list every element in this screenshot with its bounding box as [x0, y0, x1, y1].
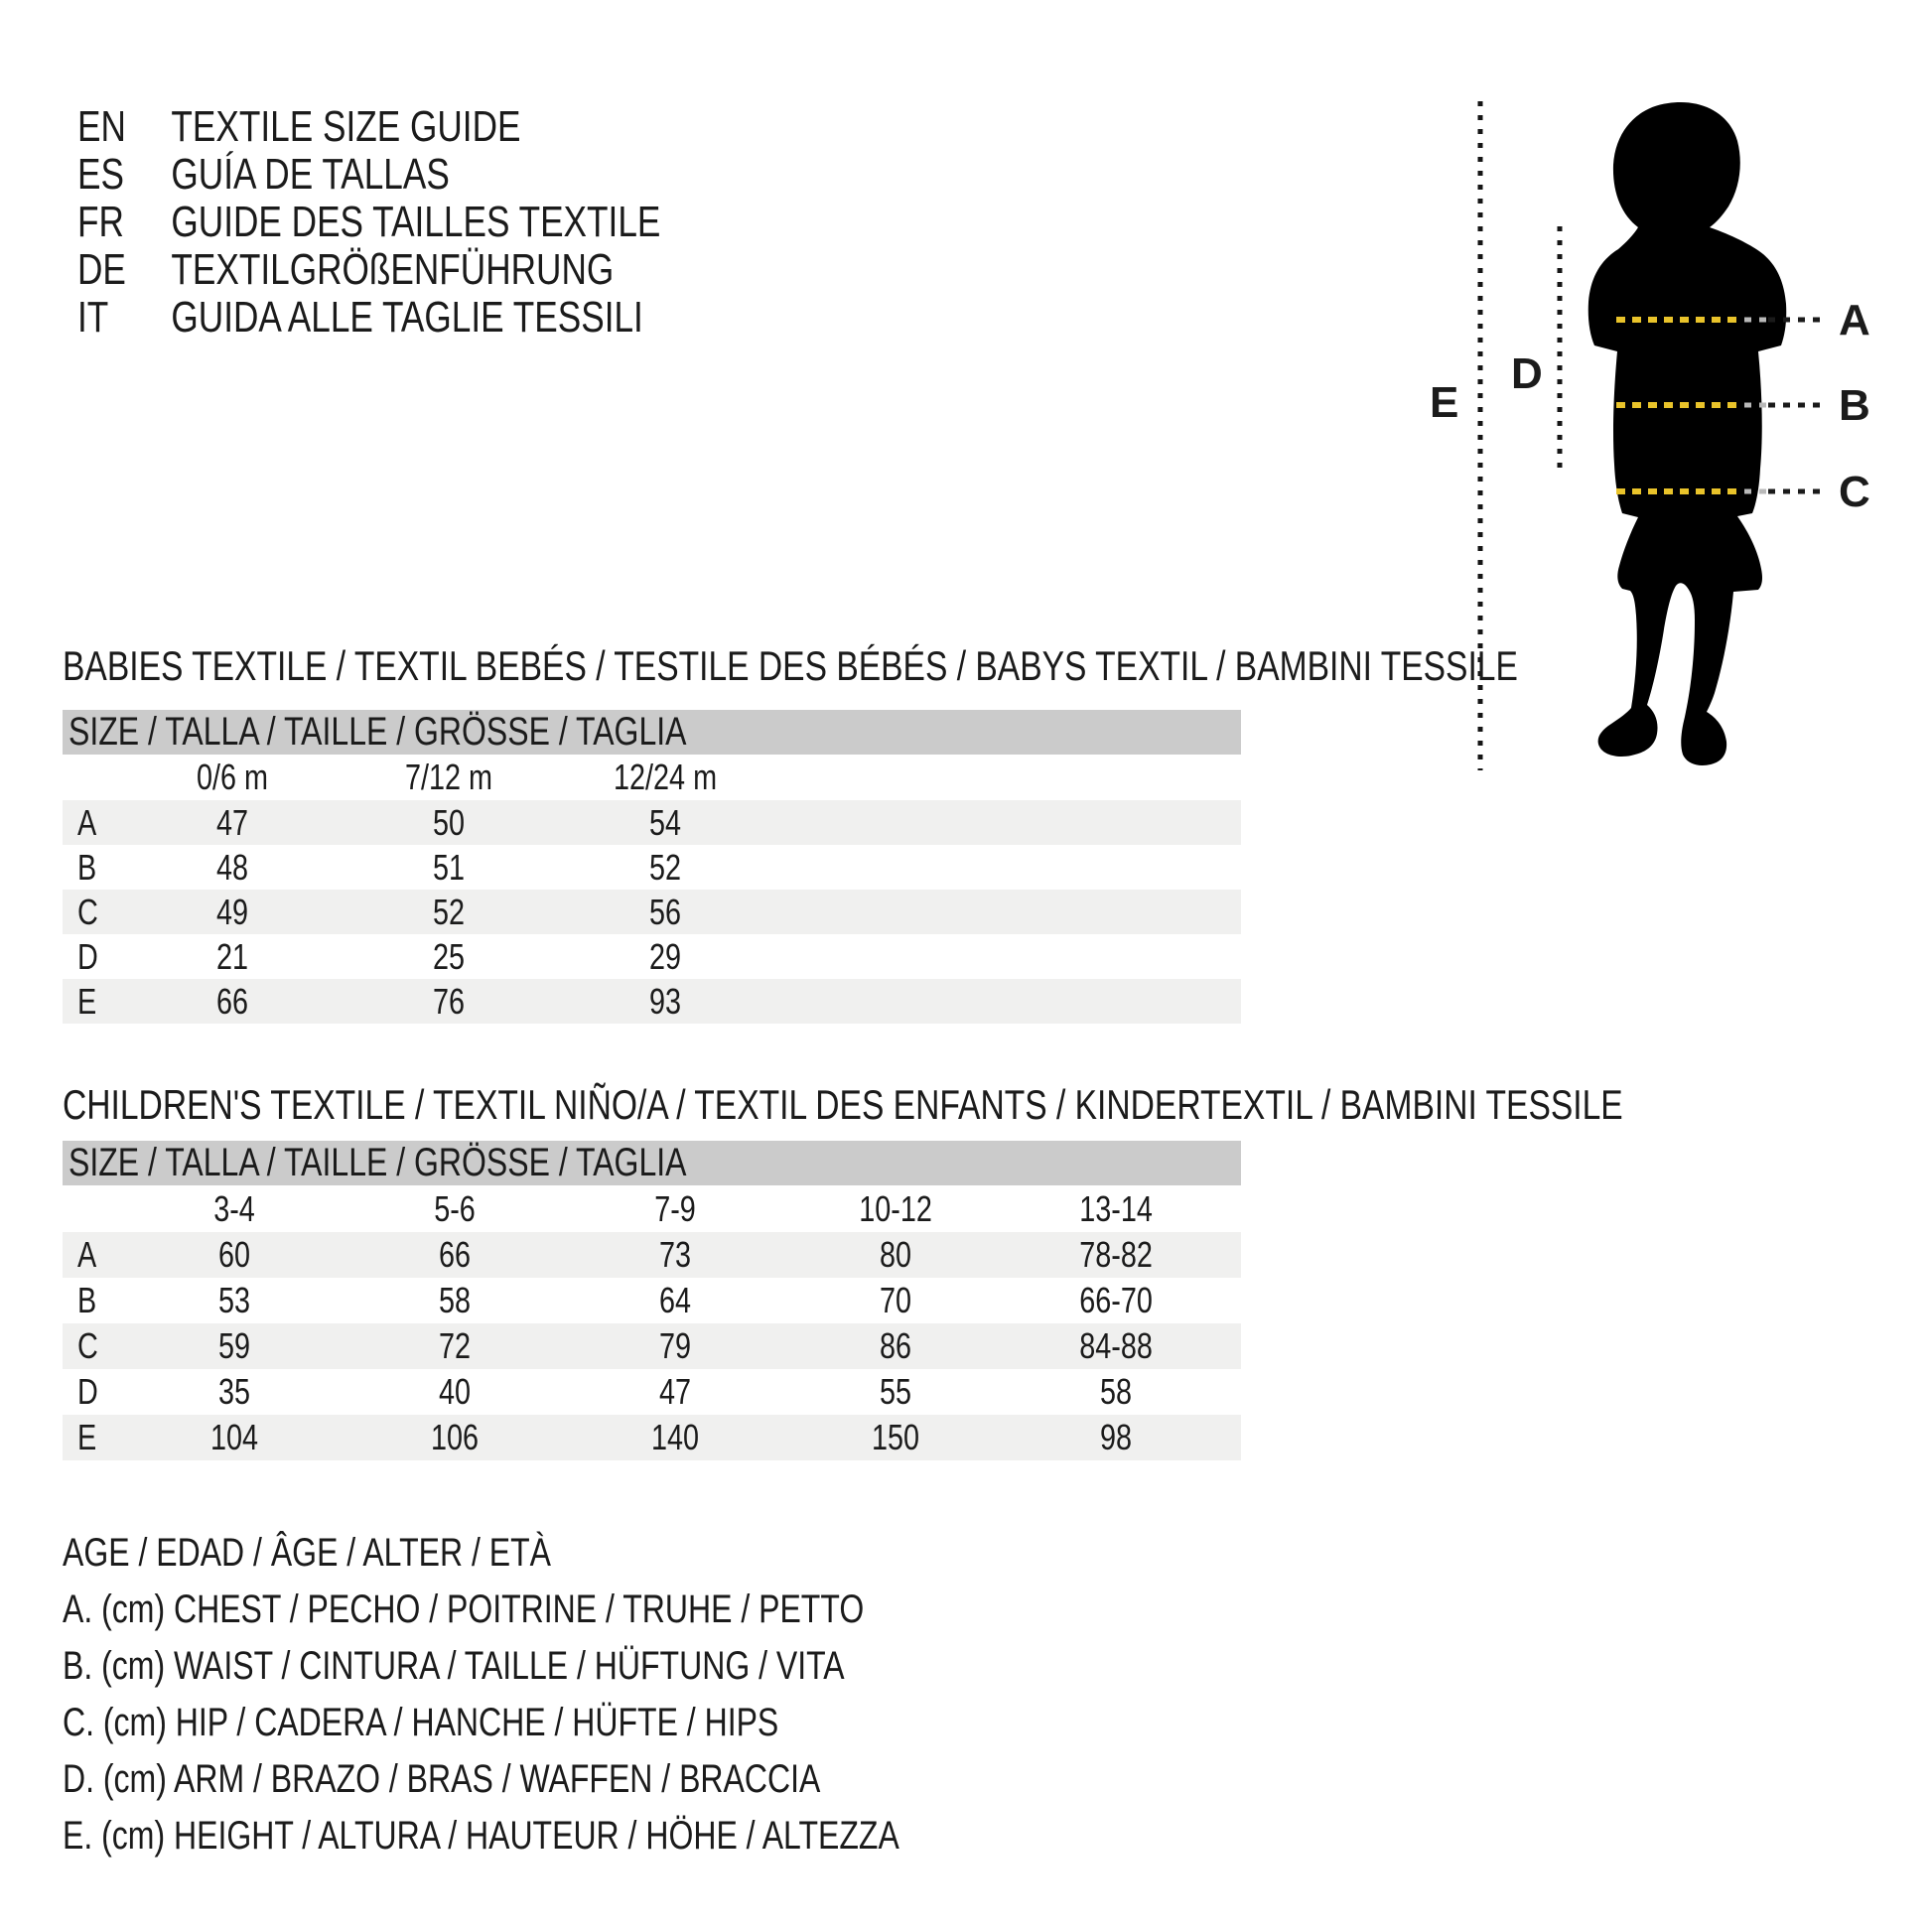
lang-code: IT — [77, 293, 109, 342]
cell-value: 72 — [438, 1325, 472, 1366]
legend-line-hip: C. (cm) HIP / CADERA / HANCHE / HÜFTE / HIPS — [63, 1701, 779, 1744]
cell-value: 40 — [438, 1371, 472, 1412]
figure-label-b: B — [1839, 381, 1870, 430]
column-header: 7-9 — [654, 1187, 696, 1229]
lang-row-es — [77, 151, 806, 199]
row-label: C — [77, 891, 98, 932]
column-header: 0/6 m — [196, 757, 269, 797]
lang-code: EN — [77, 102, 126, 151]
row-label: E — [77, 1417, 97, 1457]
legend-line-chest: A. (cm) CHEST / PECHO / POITRINE / TRUHE / PETTO — [63, 1587, 865, 1631]
table-row — [63, 979, 1241, 1024]
size-header-bar: SIZE / TALLA / TAILLE / GRÖSSE / TAGLIA — [63, 1141, 1241, 1185]
babies-size-table — [63, 710, 1241, 1024]
table-row — [63, 934, 1241, 979]
legend-line-age: AGE / EDAD / ÂGE / ALTER / ETÀ — [63, 1531, 551, 1575]
row-label: D — [77, 935, 98, 977]
lang-row-it — [77, 294, 806, 342]
babies-section-heading: BABIES TEXTILE / TEXTIL BEBÉS / TESTILE DES BÉBÉS / BABYS TEXTIL / BAMBINI TESSILE — [63, 642, 1518, 689]
cell-value: 47 — [658, 1371, 692, 1412]
cell-value: 53 — [217, 1280, 251, 1320]
table-row — [63, 890, 1241, 934]
table-row — [63, 1415, 1241, 1460]
cell-value: 50 — [432, 801, 466, 843]
lang-title: TEXTILE SIZE GUIDE — [171, 102, 521, 151]
row-label: E — [77, 980, 97, 1022]
figure-label-a: A — [1839, 296, 1870, 345]
cell-value: 49 — [215, 891, 249, 932]
column-header: 5-6 — [434, 1187, 476, 1229]
cell-value: 48 — [215, 846, 249, 888]
row-label: A — [77, 801, 97, 843]
lang-title: GUIDE DES TAILLES TEXTILE — [171, 198, 661, 246]
table-row — [63, 845, 1241, 890]
table-row — [63, 1369, 1241, 1415]
lang-row-en — [77, 103, 806, 151]
children-size-table — [63, 1141, 1241, 1460]
table-row — [63, 800, 1241, 845]
column-header: 7/12 m — [404, 757, 493, 797]
cell-value: 80 — [879, 1234, 912, 1275]
cell-value: 70 — [879, 1280, 912, 1320]
cell-value: 78-82 — [1079, 1234, 1153, 1275]
cell-value: 55 — [879, 1371, 912, 1412]
cell-value: 84-88 — [1079, 1325, 1153, 1366]
cell-value: 150 — [871, 1417, 920, 1457]
lang-title: GUÍA DE TALLAS — [171, 150, 450, 199]
cell-value: 66 — [438, 1234, 472, 1275]
figure-label-d: D — [1511, 349, 1543, 398]
language-title-block — [77, 103, 806, 342]
cell-value: 58 — [1099, 1371, 1133, 1412]
cell-value: 29 — [648, 935, 682, 977]
row-label: C — [77, 1325, 98, 1366]
cell-value: 52 — [648, 846, 682, 888]
legend-line-height: E. (cm) HEIGHT / ALTURA / HAUTEUR / HÖHE / ALTEZZA — [63, 1814, 899, 1858]
lang-row-fr — [77, 199, 806, 246]
cell-value: 58 — [438, 1280, 472, 1320]
column-header: 3-4 — [213, 1187, 255, 1229]
cell-value: 56 — [648, 891, 682, 932]
babies-column-header-row — [63, 755, 1241, 800]
cell-value: 140 — [650, 1417, 700, 1457]
cell-value: 76 — [432, 980, 466, 1022]
table-row — [63, 1232, 1241, 1278]
column-header: 13-14 — [1079, 1187, 1153, 1229]
column-header: 10-12 — [859, 1187, 932, 1229]
cell-value: 25 — [432, 935, 466, 977]
cell-value: 66-70 — [1079, 1280, 1153, 1320]
cell-value: 21 — [215, 935, 249, 977]
cell-value: 52 — [432, 891, 466, 932]
cell-value: 47 — [215, 801, 249, 843]
cell-value: 86 — [879, 1325, 912, 1366]
measurement-legend — [63, 1525, 1108, 1864]
row-label: B — [77, 846, 97, 888]
row-label: D — [77, 1371, 98, 1412]
cell-value: 64 — [658, 1280, 692, 1320]
children-column-header-row — [63, 1185, 1241, 1232]
cell-value: 51 — [432, 846, 466, 888]
cell-value: 98 — [1099, 1417, 1133, 1457]
figure-label-c: C — [1839, 468, 1870, 516]
row-label: B — [77, 1280, 97, 1320]
legend-line-arm: D. (cm) ARM / BRAZO / BRAS / WAFFEN / BRACCIA — [63, 1757, 821, 1801]
cell-value: 60 — [217, 1234, 251, 1275]
cell-value: 35 — [217, 1371, 251, 1412]
cell-value: 79 — [658, 1325, 692, 1366]
lang-title: GUIDA ALLE TAGLIE TESSILI — [171, 293, 643, 342]
row-label: A — [77, 1234, 97, 1275]
cell-value: 73 — [658, 1234, 692, 1275]
lang-row-de — [77, 246, 806, 294]
cell-value: 104 — [209, 1417, 259, 1457]
lang-code: FR — [77, 198, 124, 246]
legend-line-waist: B. (cm) WAIST / CINTURA / TAILLE / HÜFTUNG / VITA — [63, 1644, 845, 1688]
figure-label-e: E — [1430, 378, 1459, 427]
lang-title: TEXTILGRÖßENFÜHRUNG — [171, 245, 615, 294]
cell-value: 106 — [430, 1417, 480, 1457]
cell-value: 66 — [215, 980, 249, 1022]
column-header: 12/24 m — [613, 757, 718, 797]
table-row — [63, 1323, 1241, 1369]
cell-value: 54 — [648, 801, 682, 843]
cell-value: 59 — [217, 1325, 251, 1366]
lang-code: DE — [77, 245, 126, 294]
table-row — [63, 1278, 1241, 1323]
cell-value: 93 — [648, 980, 682, 1022]
children-section-heading: CHILDREN'S TEXTILE / TEXTIL NIÑO/A / TEXTIL DES ENFANTS / KINDERTEXTIL / BAMBINI TESSILE — [63, 1081, 1623, 1128]
size-header-bar: SIZE / TALLA / TAILLE / GRÖSSE / TAGLIA — [63, 710, 1241, 755]
lang-code: ES — [77, 150, 124, 199]
